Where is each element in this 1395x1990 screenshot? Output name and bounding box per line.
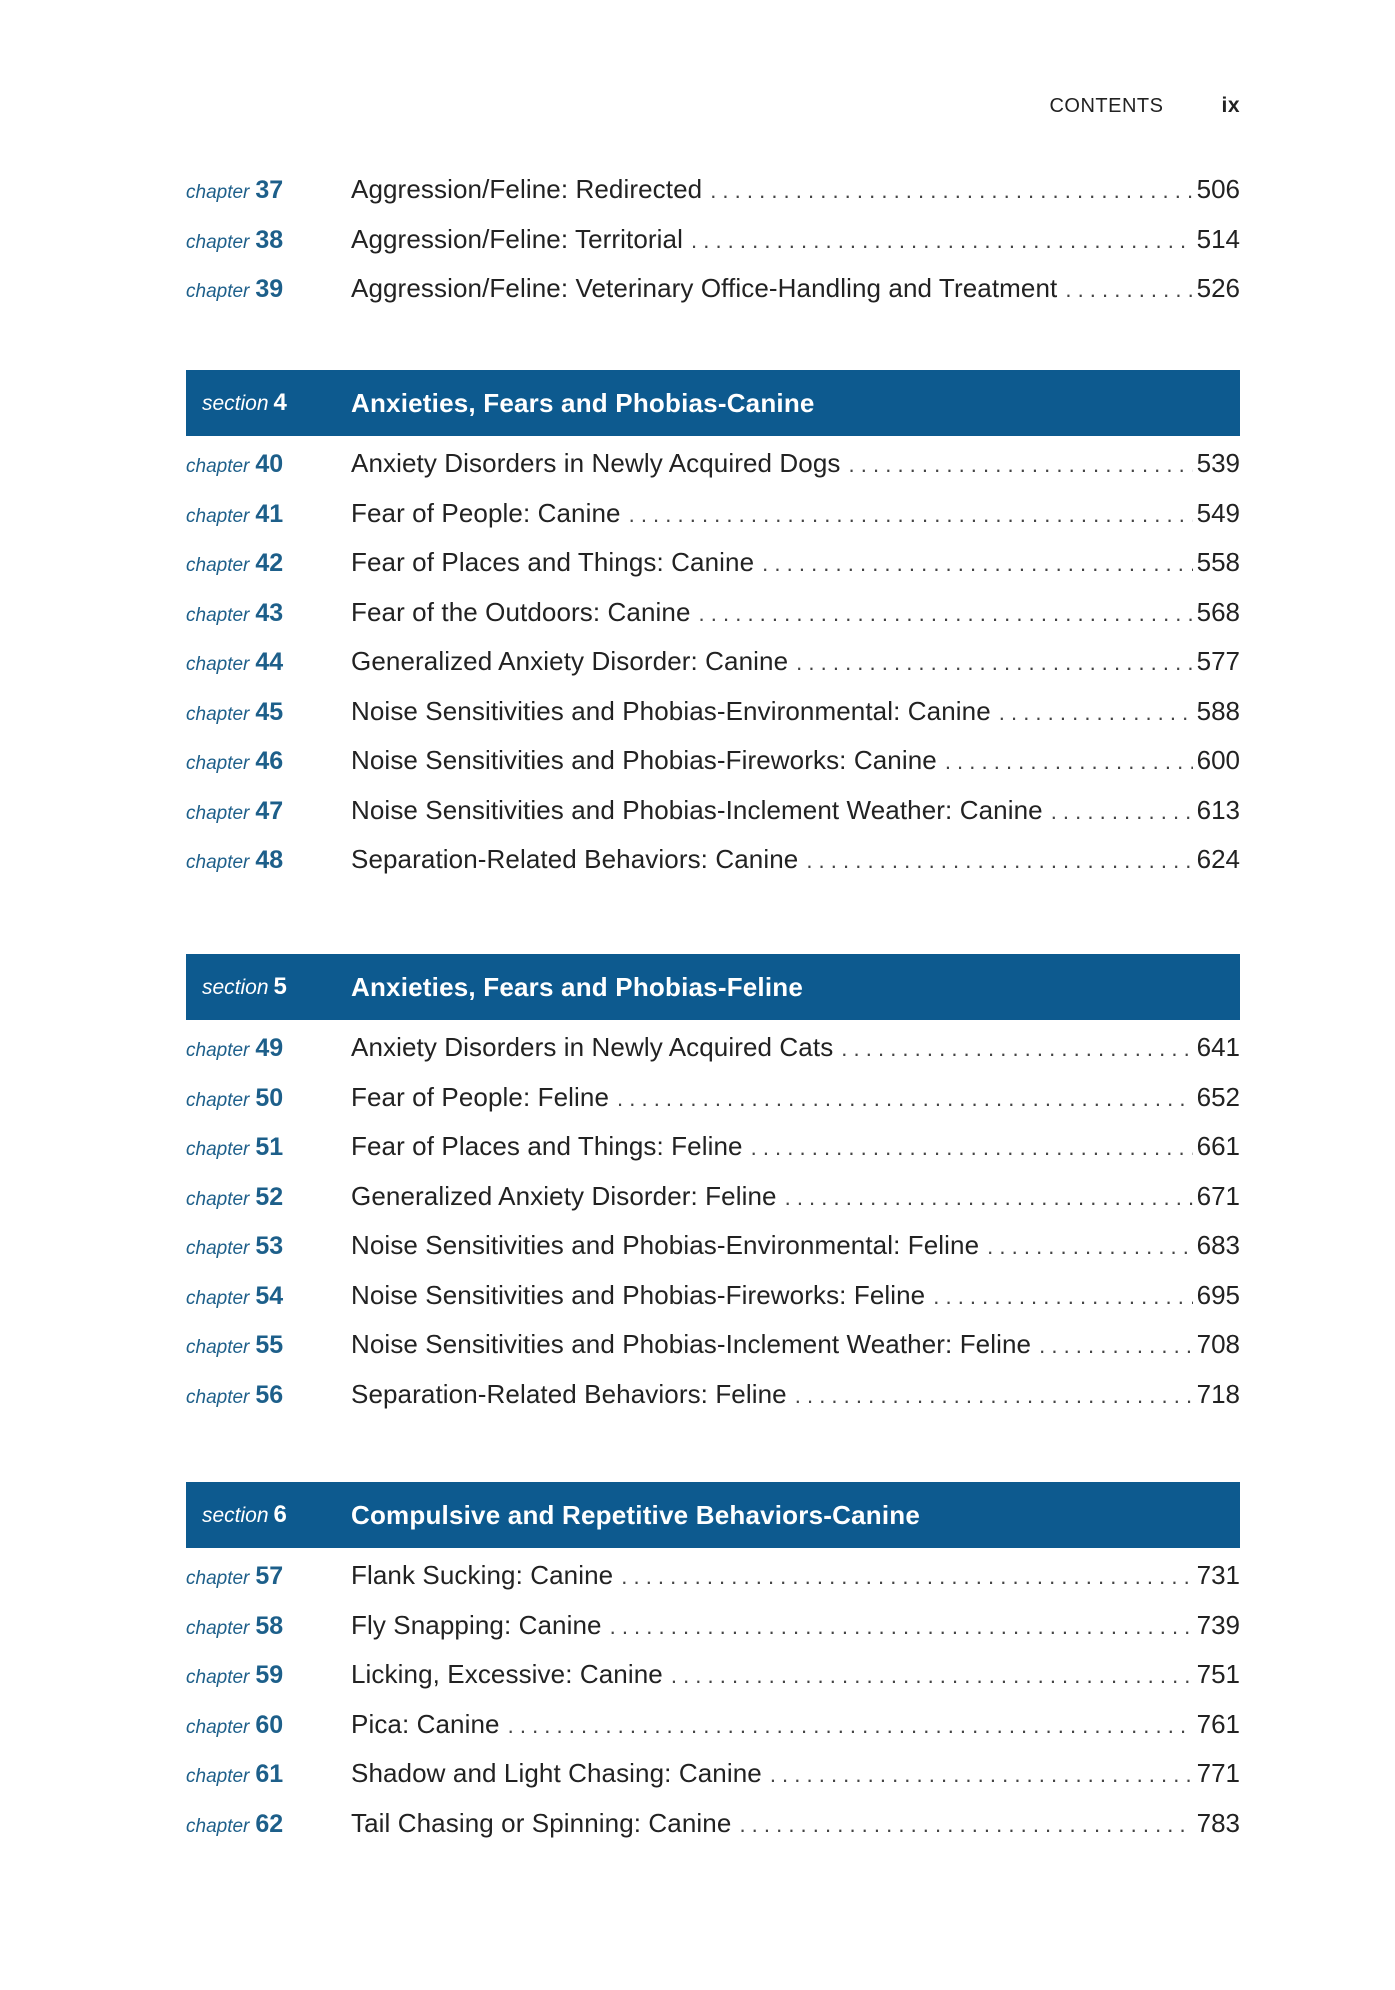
chapter-page: 708 <box>1196 1329 1240 1359</box>
chapter-number: chapter 52 <box>186 1182 284 1211</box>
chapter-title: Shadow and Light Chasing: Canine <box>351 1758 762 1788</box>
chapter-page: 771 <box>1196 1758 1240 1788</box>
chapter-page: 671 <box>1196 1180 1240 1211</box>
toc-entry[interactable] <box>186 1709 1240 1759</box>
chapter-number: chapter 43 <box>186 598 284 627</box>
chapter-title: Pica: Canine <box>351 1708 500 1739</box>
chapter-number: chapter 39 <box>186 275 284 303</box>
chapter-page: 526 <box>1196 273 1240 303</box>
dot-leader <box>629 500 1193 530</box>
toc-entry[interactable] <box>186 224 1240 274</box>
toc-entry[interactable] <box>186 597 1240 647</box>
section-number: section 6 <box>202 1501 287 1528</box>
dot-leader <box>710 176 1192 206</box>
chapter-number: chapter 56 <box>186 1380 284 1409</box>
toc-entry[interactable] <box>186 646 1240 696</box>
chapter-number: chapter 62 <box>186 1809 284 1838</box>
chapter-number: chapter 40 <box>186 450 284 478</box>
chapter-page: 506 <box>1196 174 1240 204</box>
dot-leader <box>945 747 1193 777</box>
dot-leader <box>751 1133 1193 1163</box>
chapter-page: 641 <box>1196 1032 1240 1062</box>
chapter-number: chapter 46 <box>186 747 284 775</box>
section-header-bar[interactable] <box>186 370 1240 436</box>
chapter-page: 600 <box>1196 745 1240 775</box>
dot-leader <box>610 1612 1193 1642</box>
chapter-page: 568 <box>1196 596 1240 627</box>
toc-entry[interactable] <box>186 696 1240 746</box>
running-header <box>0 94 1240 118</box>
chapter-title: Fear of People: Canine <box>351 497 621 528</box>
toc-entry[interactable] <box>186 1808 1240 1858</box>
dot-leader <box>508 1711 1193 1741</box>
dot-leader <box>770 1760 1193 1790</box>
chapter-number: chapter 49 <box>186 1034 284 1062</box>
section-header-bar[interactable] <box>186 954 1240 1020</box>
dot-leader <box>795 1381 1193 1411</box>
toc-entry[interactable] <box>186 1032 1240 1082</box>
chapter-title: Fear of Places and Things: Feline <box>351 1131 743 1161</box>
dot-leader <box>987 1232 1192 1262</box>
chapter-page: 624 <box>1196 844 1240 874</box>
chapter-number: chapter 47 <box>186 796 284 825</box>
toc-entry[interactable] <box>186 1610 1240 1660</box>
toc-section-6 <box>186 1482 1240 1857</box>
chapter-page: 751 <box>1196 1659 1240 1689</box>
dot-leader <box>699 599 1193 629</box>
chapter-page: 539 <box>1196 448 1240 478</box>
toc-entry[interactable] <box>186 1560 1240 1610</box>
chapter-number: chapter 50 <box>186 1083 284 1112</box>
toc-entry[interactable] <box>186 547 1240 597</box>
chapter-title: Fear of the Outdoors: Canine <box>351 596 691 627</box>
chapter-page: 683 <box>1196 1230 1240 1260</box>
toc-entry[interactable] <box>186 1758 1240 1808</box>
chapter-page: 761 <box>1196 1708 1240 1739</box>
section-number: section 4 <box>202 389 287 416</box>
chapter-title: Tail Chasing or Spinning: Canine <box>351 1807 732 1838</box>
chapter-number: chapter 53 <box>186 1232 284 1260</box>
chapter-number: chapter 51 <box>186 1133 284 1161</box>
dot-leader <box>849 450 1193 480</box>
toc-entry[interactable] <box>186 1280 1240 1330</box>
section-header-bar[interactable] <box>186 1482 1240 1548</box>
dot-leader <box>617 1084 1193 1114</box>
toc-entry[interactable] <box>186 1659 1240 1709</box>
toc-entry[interactable] <box>186 1082 1240 1132</box>
chapter-page: 661 <box>1196 1131 1240 1161</box>
chapter-number: chapter 57 <box>186 1562 284 1590</box>
dot-leader <box>691 226 1193 256</box>
dot-leader <box>762 549 1192 579</box>
chapter-title: Aggression/Feline: Redirected <box>351 174 703 204</box>
dot-leader <box>739 1810 1192 1840</box>
chapter-page: 514 <box>1196 223 1240 254</box>
chapter-title: Licking, Excessive: Canine <box>351 1659 663 1689</box>
toc-entry[interactable] <box>186 844 1240 894</box>
toc-entry[interactable] <box>186 795 1240 845</box>
dot-leader <box>785 1183 1193 1213</box>
chapter-title: Noise Sensitivities and Phobias-Environmental: Feline <box>351 1230 980 1260</box>
chapter-page: 783 <box>1196 1807 1240 1838</box>
chapter-number: chapter 55 <box>186 1331 284 1359</box>
dot-leader <box>1051 797 1193 827</box>
chapter-title: Anxiety Disorders in Newly Acquired Cats <box>351 1032 834 1062</box>
toc-entry[interactable] <box>186 1131 1240 1181</box>
chapter-title: Noise Sensitivities and Phobias-Fireworks: Feline <box>351 1279 926 1310</box>
toc-entry[interactable] <box>186 498 1240 548</box>
chapter-title: Aggression/Feline: Veterinary Office-Handling and Treatment <box>351 273 1058 303</box>
dot-leader <box>671 1661 1193 1691</box>
chapter-number: chapter 42 <box>186 549 284 577</box>
toc-entry[interactable] <box>186 1379 1240 1429</box>
section-title: Anxieties, Fears and Phobias-Canine <box>351 387 815 418</box>
chapter-number: chapter 54 <box>186 1281 284 1310</box>
chapter-page: 577 <box>1196 646 1240 676</box>
chapter-title: Noise Sensitivities and Phobias-Fireworks: Canine <box>351 745 937 775</box>
chapter-title: Separation-Related Behaviors: Feline <box>351 1378 787 1409</box>
chapter-page: 558 <box>1196 547 1240 577</box>
chapter-number: chapter 61 <box>186 1760 284 1788</box>
toc-entry[interactable] <box>186 1181 1240 1231</box>
chapter-number: chapter 60 <box>186 1710 284 1739</box>
chapter-title: Separation-Related Behaviors: Canine <box>351 844 799 874</box>
section-number: section 5 <box>202 973 287 1000</box>
chapter-page: 731 <box>1196 1560 1240 1590</box>
chapter-title: Aggression/Feline: Territorial <box>351 223 683 254</box>
dot-leader <box>841 1034 1192 1064</box>
page-number: ix <box>1221 94 1240 117</box>
chapter-number: chapter 59 <box>186 1661 284 1689</box>
toc-entry[interactable] <box>186 745 1240 795</box>
chapter-page: 549 <box>1196 497 1240 528</box>
dot-leader <box>621 1562 1192 1592</box>
chapter-number: chapter 44 <box>186 648 284 676</box>
chapter-number: chapter 38 <box>186 225 284 254</box>
chapter-title: Fly Snapping: Canine <box>351 1609 602 1640</box>
toc-section-5 <box>186 954 1240 1428</box>
chapter-number: chapter 58 <box>186 1611 284 1640</box>
chapter-number: chapter 48 <box>186 846 284 874</box>
chapter-page: 652 <box>1196 1081 1240 1112</box>
chapter-title: Noise Sensitivities and Phobias-Inclement Weather: Feline <box>351 1329 1032 1359</box>
section-title: Anxieties, Fears and Phobias-Feline <box>351 971 804 1002</box>
toc-entry[interactable] <box>186 448 1240 498</box>
chapter-page: 695 <box>1196 1279 1240 1310</box>
chapter-title: Noise Sensitivities and Phobias-Environmental: Canine <box>351 695 991 726</box>
toc-entry[interactable] <box>186 1230 1240 1280</box>
toc-entry[interactable] <box>186 273 1240 323</box>
chapter-title: Noise Sensitivities and Phobias-Inclement Weather: Canine <box>351 794 1043 825</box>
dot-leader <box>1039 1331 1192 1361</box>
chapter-title: Fear of People: Feline <box>351 1081 610 1112</box>
chapter-number: chapter 45 <box>186 697 284 726</box>
section-title: Compulsive and Repetitive Behaviors-Canine <box>351 1499 920 1530</box>
chapter-title: Generalized Anxiety Disorder: Feline <box>351 1180 777 1211</box>
chapter-page: 739 <box>1196 1609 1240 1640</box>
chapter-title: Generalized Anxiety Disorder: Canine <box>351 646 789 676</box>
toc-entry[interactable] <box>186 174 1240 224</box>
toc-entry[interactable] <box>186 1329 1240 1379</box>
running-header-label: CONTENTS <box>1049 95 1164 117</box>
toc-section-4 <box>186 370 1240 894</box>
chapter-page: 718 <box>1196 1378 1240 1409</box>
dot-leader <box>796 648 1192 678</box>
chapter-number: chapter 37 <box>186 176 284 204</box>
dot-leader <box>1065 275 1192 305</box>
chapter-number: chapter 41 <box>186 499 284 528</box>
dot-leader <box>999 698 1193 728</box>
dot-leader <box>933 1282 1192 1312</box>
chapter-page: 588 <box>1196 695 1240 726</box>
chapter-title: Anxiety Disorders in Newly Acquired Dogs <box>351 448 841 478</box>
dot-leader <box>806 846 1192 876</box>
chapter-title: Flank Sucking: Canine <box>351 1560 614 1590</box>
toc-group-continued <box>186 174 1240 323</box>
chapter-page: 613 <box>1196 794 1240 825</box>
chapter-title: Fear of Places and Things: Canine <box>351 547 755 577</box>
